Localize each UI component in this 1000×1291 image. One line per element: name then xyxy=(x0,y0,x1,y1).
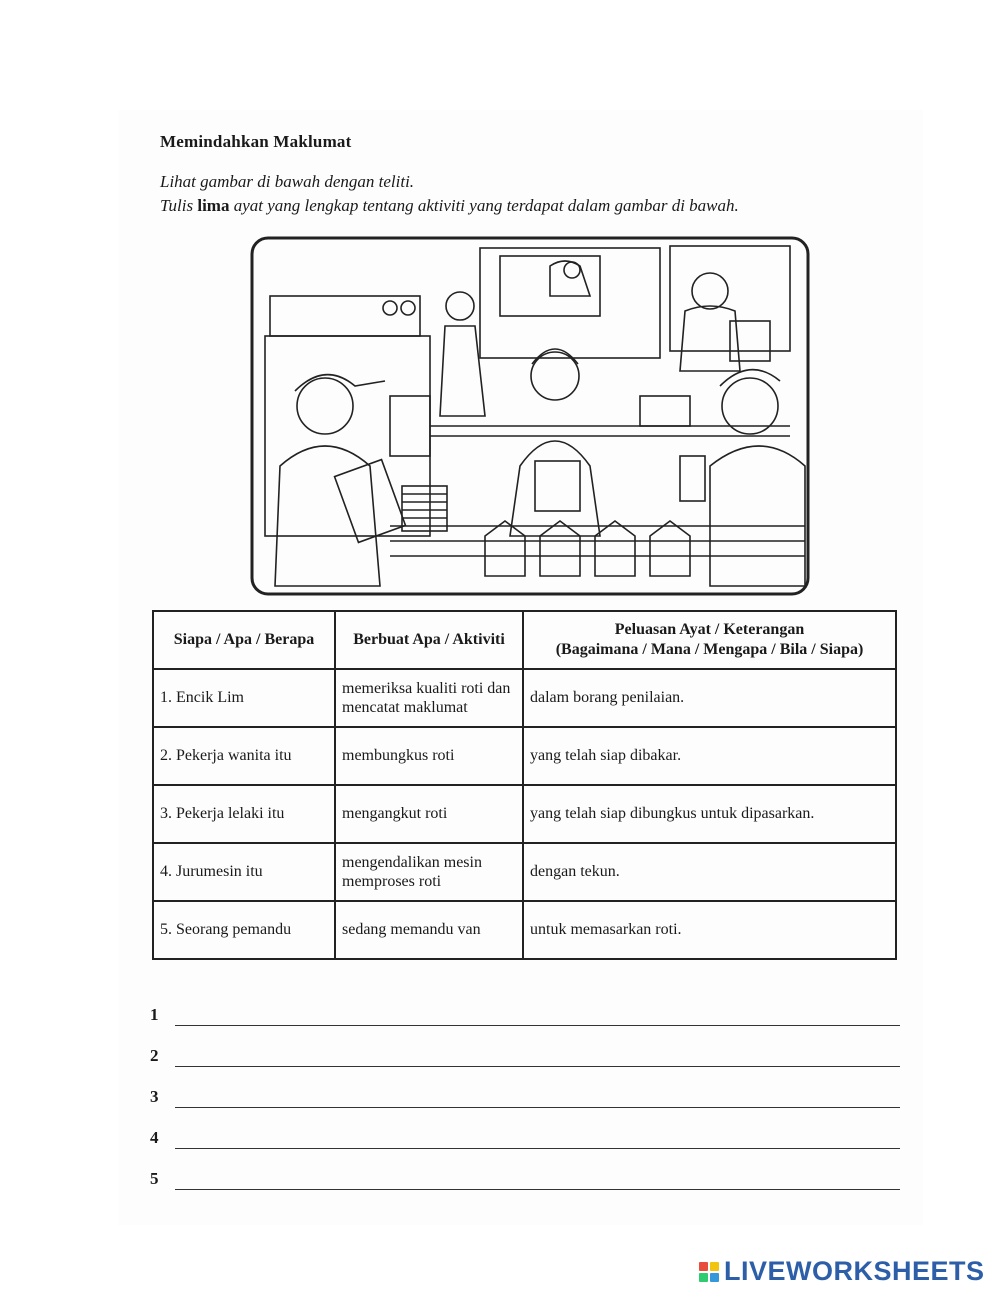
cell-detail: yang telah siap dibungkus untuk dipasarkan. xyxy=(523,785,896,843)
table-row xyxy=(153,669,896,727)
instruction-bold: lima xyxy=(197,196,230,215)
cell-who: 5. Seorang pemandu xyxy=(153,901,335,959)
answer-number: 1 xyxy=(150,1005,159,1024)
answer-input-line[interactable] xyxy=(175,1066,900,1067)
header-activity: Berbuat Apa / Aktiviti xyxy=(335,611,523,669)
answer-row xyxy=(150,1005,900,1046)
liveworksheets-logo[interactable] xyxy=(699,1256,985,1287)
instruction-line-1: Lihat gambar di bawah dengan teliti. xyxy=(160,172,415,191)
header-detail-line2: (Bagaimana / Mana / Mengapa / Bila / Siapa) xyxy=(555,641,864,658)
logo-square xyxy=(699,1262,708,1271)
table-header-row xyxy=(153,611,896,669)
logo-text: LIVEWORKSHEETS xyxy=(724,1256,985,1286)
instruction-pre: Tulis xyxy=(160,196,198,215)
header-detail-line1: Peluasan Ayat / Keterangan xyxy=(614,621,805,638)
answer-input-line[interactable] xyxy=(175,1025,900,1026)
liveworksheets-logo-icon xyxy=(699,1262,719,1282)
logo-square xyxy=(710,1273,719,1282)
answer-number: 2 xyxy=(150,1046,159,1065)
cell-who: 1. Encik Lim xyxy=(153,669,335,727)
answer-input-line[interactable] xyxy=(175,1189,900,1190)
logo-square xyxy=(699,1273,708,1282)
cell-who: 4. Jurumesin itu xyxy=(153,843,335,901)
cell-detail: dengan tekun. xyxy=(523,843,896,901)
answer-lines xyxy=(150,1005,900,1210)
answer-row xyxy=(150,1046,900,1087)
cell-activity: mengendalikan mesin memproses roti xyxy=(335,843,523,901)
table-row xyxy=(153,843,896,901)
bakery-scene-illustration xyxy=(250,236,810,596)
cell-who: 3. Pekerja lelaki itu xyxy=(153,785,335,843)
cell-activity: mengangkut roti xyxy=(335,785,523,843)
activity-table xyxy=(152,610,897,960)
logo-square xyxy=(710,1262,719,1271)
header-detail xyxy=(523,611,896,669)
cell-who: 2. Pekerja wanita itu xyxy=(153,727,335,785)
answer-number: 5 xyxy=(150,1169,159,1188)
table-row xyxy=(153,901,896,959)
answer-row xyxy=(150,1128,900,1169)
cell-detail: dalam borang penilaian. xyxy=(523,669,896,727)
answer-input-line[interactable] xyxy=(175,1148,900,1149)
table-row xyxy=(153,727,896,785)
cell-activity: memeriksa kualiti roti dan mencatat maklumat xyxy=(335,669,523,727)
header-who: Siapa / Apa / Berapa xyxy=(153,611,335,669)
answer-row xyxy=(150,1169,900,1210)
answer-number: 4 xyxy=(150,1128,159,1147)
worksheet-title: Memindahkan Maklumat xyxy=(160,132,352,151)
instruction-post: ayat yang lengkap tentang aktiviti yang terdapat dalam gambar di bawah. xyxy=(229,196,739,215)
answer-input-line[interactable] xyxy=(175,1107,900,1108)
instruction-line-2 xyxy=(160,196,739,216)
cell-detail: yang telah siap dibakar. xyxy=(523,727,896,785)
cell-activity: sedang memandu van xyxy=(335,901,523,959)
answer-number: 3 xyxy=(150,1087,159,1106)
table-row xyxy=(153,785,896,843)
answer-row xyxy=(150,1087,900,1128)
cell-detail: untuk memasarkan roti. xyxy=(523,901,896,959)
cell-activity: membungkus roti xyxy=(335,727,523,785)
